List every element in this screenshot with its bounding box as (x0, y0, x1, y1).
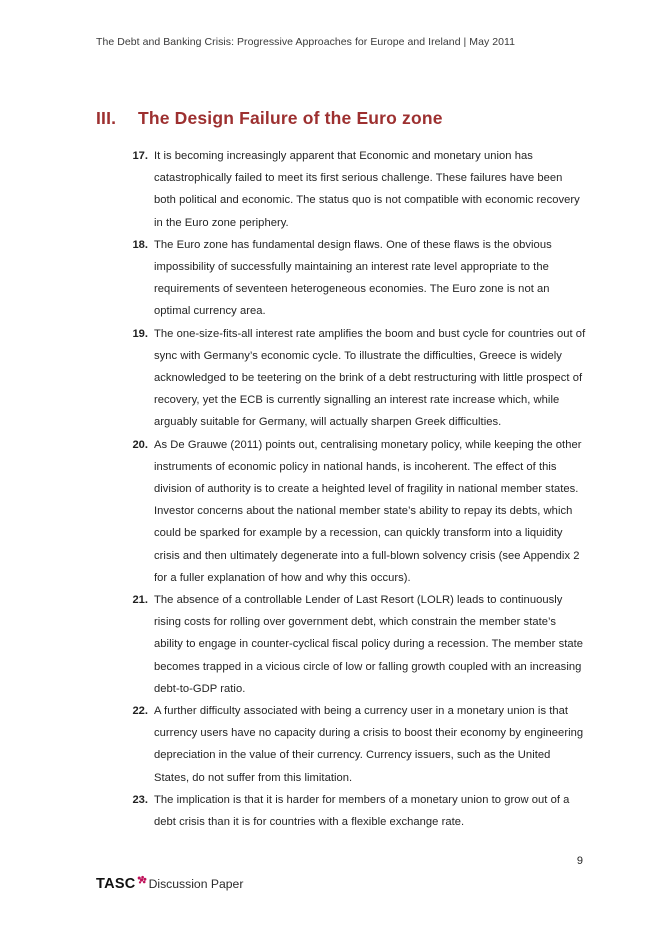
page-number: 9 (576, 855, 583, 867)
list-item-number: 21. (132, 594, 148, 607)
list-item-text: The implication is that it is harder for members of a monetary union to grow out of a debt crisis than it is for countries with a flexible exchange rate. (154, 793, 570, 829)
list-item-text: It is becoming increasingly apparent that Economic and monetary union has catastrophically failed to meet its first serious challenge. These failures have been both political and economic. The status quo is not compatible with economic recovery in the Euro zone periphery. (154, 150, 580, 229)
running-header: The Debt and Banking Crisis: Progressive Approaches for Europe and Ireland | May 2011 (96, 36, 516, 48)
list-item (96, 434, 586, 589)
footer-brand (96, 876, 243, 892)
list-item (96, 589, 586, 700)
list-item (96, 323, 586, 434)
list-item-number: 22. (132, 705, 148, 718)
list-item-text: The absence of a controllable Lender of Last Resort (LOLR) leads to continuously rising costs for rolling over government debt, which constrain the member state’s ability to engage in counter-cyclical fiscal policy during a recession. The member state becomes trapped in a vicious circle of low or falling growth coupled with an increasing debt-to-GDP ratio. (154, 594, 584, 695)
list-item (96, 789, 586, 833)
tasc-logo-wordmark: TASC (96, 876, 136, 892)
list-item (96, 234, 586, 323)
list-item-text: The one-size-fits-all interest rate amplifies the boom and bust cycle for countries out of sync with Germany’s economic cycle. To illustrate the difficulties, Greece is widely acknowledged to be teetering on the brink of a debt restructuring with little prospect of recovery, yet the ECB is currently signalling an interest rate increase which, while arguably suitable for Germany, will actually sharpen Greek difficulties. (154, 327, 586, 429)
section-title: The Design Failure of the Euro zone (138, 108, 443, 128)
tasc-floral-mark-icon (136, 875, 148, 887)
list-item (96, 145, 586, 234)
list-item-number: 19. (132, 327, 148, 340)
numbered-paragraph-list (96, 145, 586, 833)
list-item (96, 700, 586, 789)
list-item-text: A further difficulty associated with being a currency user in a monetary union is that currency users have no capacity during a crisis to boost their economy by engineering depreciation in the value of their currency. Currency issuers, such as the United States, do not suffer from this limitation. (154, 705, 584, 784)
list-item-number: 18. (132, 238, 148, 251)
list-item-number: 23. (132, 793, 148, 806)
footer-brand-suffix: Discussion Paper (148, 877, 244, 891)
section-heading (96, 108, 443, 129)
section-numeral: III. (96, 108, 117, 128)
list-item-text: The Euro zone has fundamental design flaws. One of these flaws is the obvious impossibility of successfully maintaining an interest rate level appropriate to the requirements of seventeen heterogeneous economies. The Euro zone is not an optimal currency area. (154, 238, 552, 318)
list-item-number: 17. (132, 150, 148, 162)
list-item-text: As De Grauwe (2011) points out, centralising monetary policy, while keeping the other instruments of economic policy in national hands, is incoherent. The effect of this division of authority is to create a heighted level of fragility in national member states. Investor concerns about the national member state’s ability to repay its debts, which could be sparked for example by a recession, can quickly transform into a liquidity crisis and then ultimately degenerate into a full-blown solvency crisis (see Appendix 2 for a fuller explanation of how and why this occurs). (154, 438, 582, 584)
list-item-number: 20. (132, 438, 148, 451)
